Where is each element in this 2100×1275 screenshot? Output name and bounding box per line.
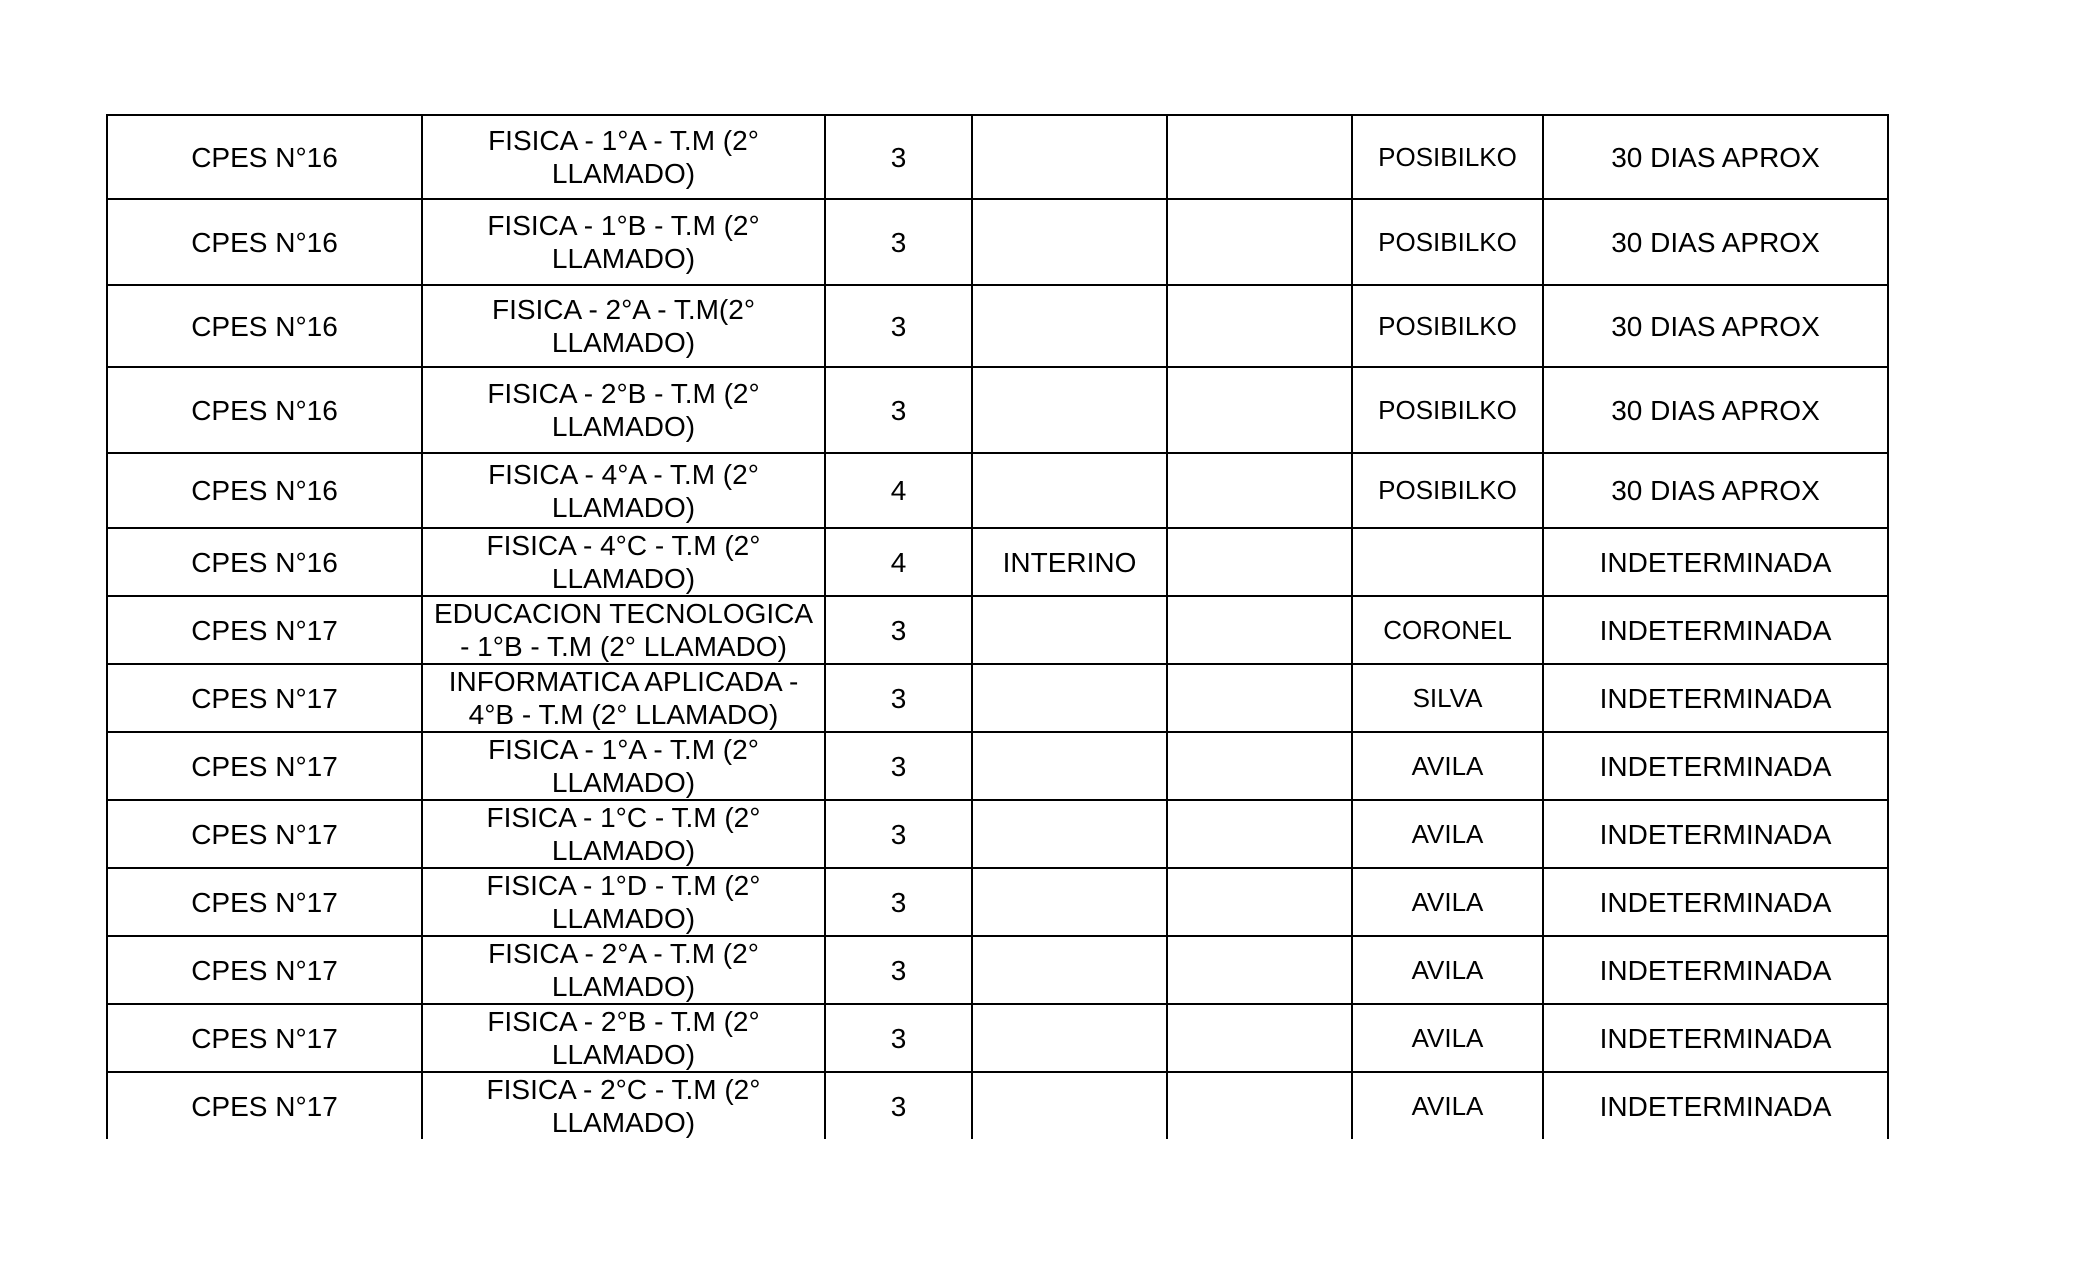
duration-cell: INDETERMINADA xyxy=(1543,596,1888,664)
table-row xyxy=(107,453,1888,528)
school-cell: CPES N°17 xyxy=(107,868,422,936)
table-row xyxy=(107,285,1888,367)
extra-cell xyxy=(1167,199,1352,285)
table-row xyxy=(107,1004,1888,1072)
subject-cell: FISICA - 1°C - T.M (2° LLAMADO) xyxy=(422,800,825,868)
duration-cell: 30 DIAS APROX xyxy=(1543,199,1888,285)
table-row xyxy=(107,800,1888,868)
hours-cell: 3 xyxy=(825,285,972,367)
name-cell: AVILA xyxy=(1352,936,1543,1004)
subject-cell: FISICA - 2°B - T.M (2° LLAMADO) xyxy=(422,1004,825,1072)
duration-cell: 30 DIAS APROX xyxy=(1543,115,1888,199)
name-cell: AVILA xyxy=(1352,1072,1543,1139)
hours-cell: 4 xyxy=(825,528,972,596)
school-cell: CPES N°16 xyxy=(107,199,422,285)
table-row xyxy=(107,868,1888,936)
status-cell xyxy=(972,115,1167,199)
school-cell: CPES N°16 xyxy=(107,453,422,528)
hours-cell: 3 xyxy=(825,664,972,732)
hours-cell: 3 xyxy=(825,1004,972,1072)
duration-cell: INDETERMINADA xyxy=(1543,732,1888,800)
subject-cell: EDUCACION TECNOLOGICA - 1°B - T.M (2° LLAMADO) xyxy=(422,596,825,664)
duration-cell: 30 DIAS APROX xyxy=(1543,285,1888,367)
hours-cell: 3 xyxy=(825,199,972,285)
status-cell xyxy=(972,732,1167,800)
school-cell: CPES N°17 xyxy=(107,1004,422,1072)
table-row xyxy=(107,528,1888,596)
name-cell: POSIBILKO xyxy=(1352,115,1543,199)
name-cell: AVILA xyxy=(1352,732,1543,800)
hours-cell: 4 xyxy=(825,453,972,528)
name-cell: AVILA xyxy=(1352,800,1543,868)
school-cell: CPES N°17 xyxy=(107,936,422,1004)
hours-cell: 3 xyxy=(825,936,972,1004)
table-row xyxy=(107,199,1888,285)
duration-cell: 30 DIAS APROX xyxy=(1543,453,1888,528)
status-cell: INTERINO xyxy=(972,528,1167,596)
subject-cell: FISICA - 1°D - T.M (2° LLAMADO) xyxy=(422,868,825,936)
subject-cell: FISICA - 4°C - T.M (2° LLAMADO) xyxy=(422,528,825,596)
extra-cell xyxy=(1167,1004,1352,1072)
name-cell xyxy=(1352,528,1543,596)
extra-cell xyxy=(1167,453,1352,528)
table-body xyxy=(107,115,1888,1139)
extra-cell xyxy=(1167,115,1352,199)
subject-cell: FISICA - 2°A - T.M(2° LLAMADO) xyxy=(422,285,825,367)
hours-cell: 3 xyxy=(825,800,972,868)
duration-cell: INDETERMINADA xyxy=(1543,664,1888,732)
table-row xyxy=(107,936,1888,1004)
subject-cell: FISICA - 2°B - T.M (2° LLAMADO) xyxy=(422,367,825,453)
school-cell: CPES N°17 xyxy=(107,596,422,664)
school-cell: CPES N°16 xyxy=(107,367,422,453)
status-cell xyxy=(972,664,1167,732)
table-row xyxy=(107,664,1888,732)
status-cell xyxy=(972,285,1167,367)
school-cell: CPES N°17 xyxy=(107,800,422,868)
extra-cell xyxy=(1167,528,1352,596)
name-cell: AVILA xyxy=(1352,868,1543,936)
status-cell xyxy=(972,1072,1167,1139)
duration-cell: INDETERMINADA xyxy=(1543,868,1888,936)
duration-cell: INDETERMINADA xyxy=(1543,936,1888,1004)
subject-cell: FISICA - 2°C - T.M (2° LLAMADO) xyxy=(422,1072,825,1139)
extra-cell xyxy=(1167,800,1352,868)
duration-cell: INDETERMINADA xyxy=(1543,800,1888,868)
status-cell xyxy=(972,936,1167,1004)
extra-cell xyxy=(1167,868,1352,936)
status-cell xyxy=(972,800,1167,868)
table-row xyxy=(107,115,1888,199)
extra-cell xyxy=(1167,664,1352,732)
duration-cell: 30 DIAS APROX xyxy=(1543,367,1888,453)
school-cell: CPES N°17 xyxy=(107,1072,422,1139)
subject-cell: FISICA - 1°A - T.M (2° LLAMADO) xyxy=(422,115,825,199)
status-cell xyxy=(972,596,1167,664)
duration-cell: INDETERMINADA xyxy=(1543,1004,1888,1072)
name-cell: POSIBILKO xyxy=(1352,453,1543,528)
name-cell: AVILA xyxy=(1352,1004,1543,1072)
hours-cell: 3 xyxy=(825,1072,972,1139)
name-cell: SILVA xyxy=(1352,664,1543,732)
hours-cell: 3 xyxy=(825,868,972,936)
table-row xyxy=(107,596,1888,664)
extra-cell xyxy=(1167,732,1352,800)
hours-cell: 3 xyxy=(825,732,972,800)
school-cell: CPES N°16 xyxy=(107,285,422,367)
extra-cell xyxy=(1167,285,1352,367)
status-cell xyxy=(972,367,1167,453)
subject-cell: INFORMATICA APLICADA - 4°B - T.M (2° LLAMADO) xyxy=(422,664,825,732)
subject-cell: FISICA - 1°B - T.M (2° LLAMADO) xyxy=(422,199,825,285)
name-cell: POSIBILKO xyxy=(1352,285,1543,367)
duration-cell: INDETERMINADA xyxy=(1543,1072,1888,1139)
table-row xyxy=(107,367,1888,453)
hours-cell: 3 xyxy=(825,367,972,453)
hours-cell: 3 xyxy=(825,596,972,664)
school-cell: CPES N°16 xyxy=(107,528,422,596)
table-row xyxy=(107,732,1888,800)
subject-cell: FISICA - 4°A - T.M (2° LLAMADO) xyxy=(422,453,825,528)
status-cell xyxy=(972,199,1167,285)
status-cell xyxy=(972,453,1167,528)
name-cell: CORONEL xyxy=(1352,596,1543,664)
subject-cell: FISICA - 2°A - T.M (2° LLAMADO) xyxy=(422,936,825,1004)
extra-cell xyxy=(1167,367,1352,453)
extra-cell xyxy=(1167,936,1352,1004)
status-cell xyxy=(972,868,1167,936)
table-row xyxy=(107,1072,1888,1139)
duration-cell: INDETERMINADA xyxy=(1543,528,1888,596)
name-cell: POSIBILKO xyxy=(1352,199,1543,285)
school-cell: CPES N°17 xyxy=(107,664,422,732)
school-cell: CPES N°17 xyxy=(107,732,422,800)
hours-cell: 3 xyxy=(825,115,972,199)
school-cell: CPES N°16 xyxy=(107,115,422,199)
subject-cell: FISICA - 1°A - T.M (2° LLAMADO) xyxy=(422,732,825,800)
data-table xyxy=(106,114,1889,1139)
extra-cell xyxy=(1167,596,1352,664)
name-cell: POSIBILKO xyxy=(1352,367,1543,453)
extra-cell xyxy=(1167,1072,1352,1139)
status-cell xyxy=(972,1004,1167,1072)
